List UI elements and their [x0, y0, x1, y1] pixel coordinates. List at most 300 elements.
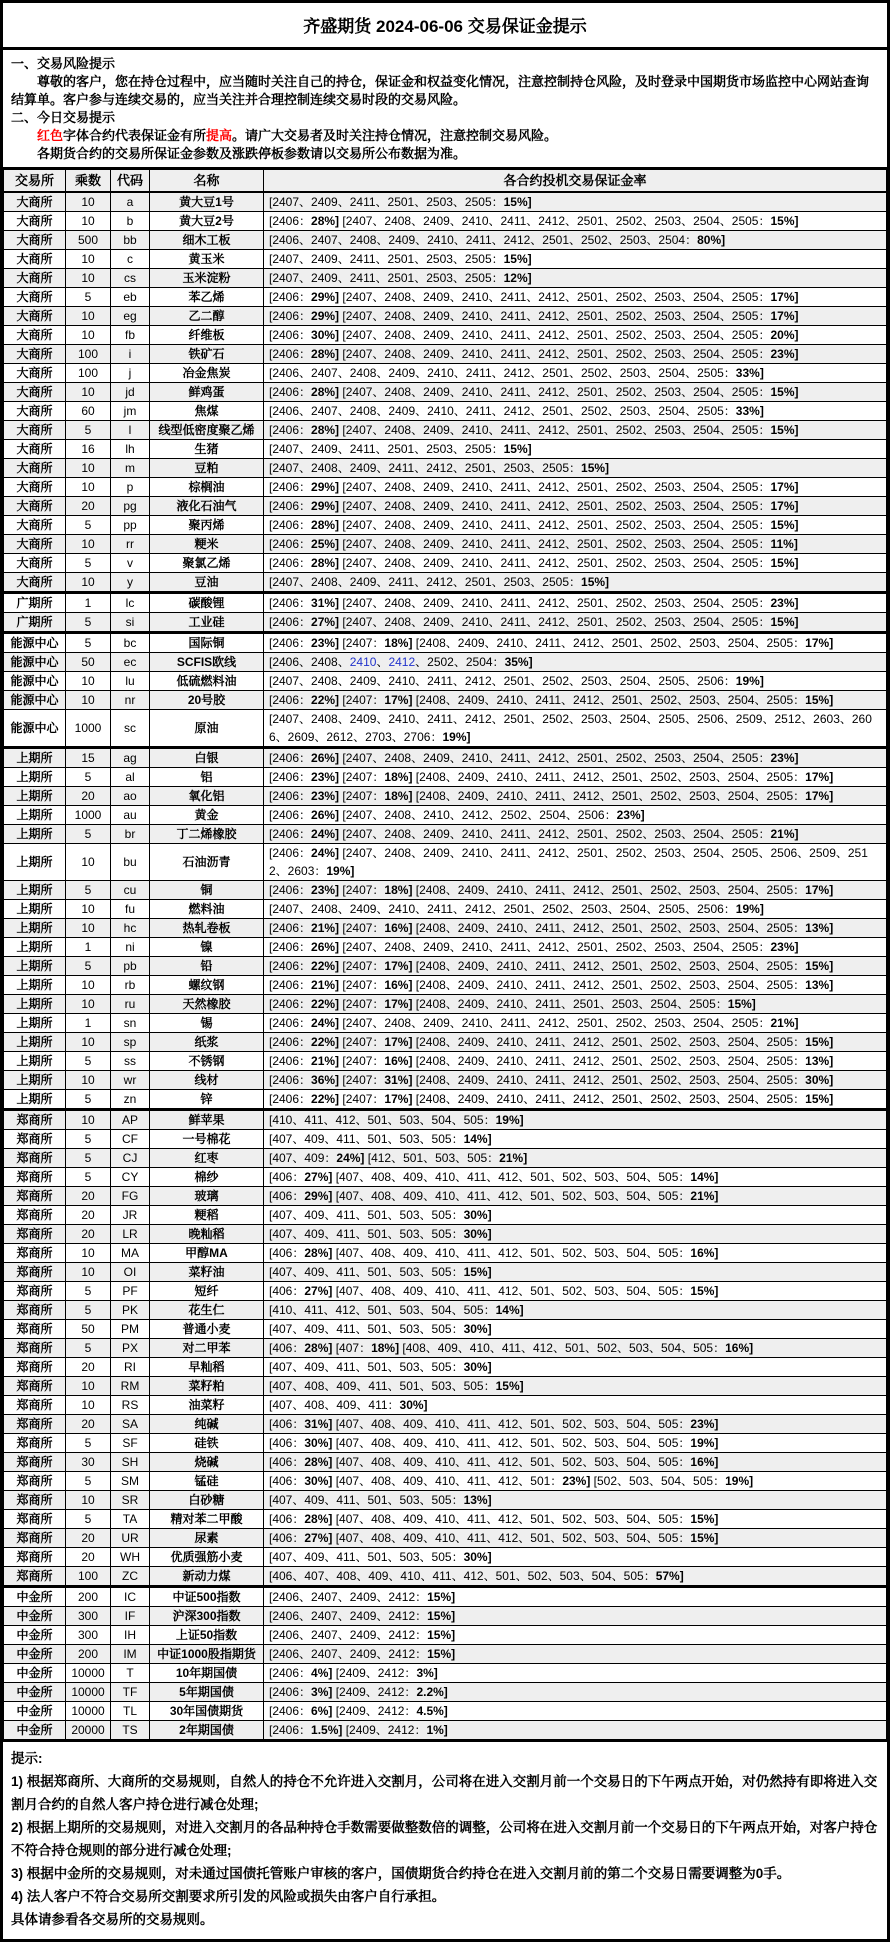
table-row — [4, 1130, 887, 1149]
cell-exchange: 上期所 — [4, 1090, 66, 1110]
table-row — [4, 554, 887, 573]
cell-code: MA — [111, 1244, 150, 1263]
cell-multiplier: 5 — [66, 881, 111, 900]
cell-multiplier: 10 — [66, 383, 111, 402]
cell-code: cu — [111, 881, 150, 900]
cell-name: 线型低密度聚乙烯 — [150, 421, 264, 440]
cell-name: 棕榈油 — [150, 478, 264, 497]
table-row — [4, 1626, 887, 1645]
cell-name: 铅 — [150, 957, 264, 976]
cell-margin-rates: [2406：23%] [2407：18%] [2408、2409、2410、2411、2412、2501、2502、2503、2504、2505：17%] — [264, 881, 887, 900]
cell-name: 纯碱 — [150, 1415, 264, 1434]
cell-exchange: 大商所 — [4, 478, 66, 497]
cell-exchange: 大商所 — [4, 364, 66, 383]
cell-multiplier: 1 — [66, 1014, 111, 1033]
cell-code: bu — [111, 844, 150, 881]
cell-name: 豆油 — [150, 573, 264, 593]
cell-margin-rates: [2407、2409、2411、2501、2503、2505：15%] — [264, 440, 887, 459]
cell-margin-rates: [407、409、411、501、503、505：13%] — [264, 1491, 887, 1510]
table-row — [4, 440, 887, 459]
cell-name: 鲜鸡蛋 — [150, 383, 264, 402]
cell-exchange: 大商所 — [4, 250, 66, 269]
cell-name: 纸浆 — [150, 1033, 264, 1052]
cell-name: 精对苯二甲酸 — [150, 1510, 264, 1529]
cell-name: 铝 — [150, 768, 264, 787]
cell-code: LR — [111, 1225, 150, 1244]
cell-multiplier: 10 — [66, 1377, 111, 1396]
table-row — [4, 192, 887, 212]
cell-exchange: 郑商所 — [4, 1377, 66, 1396]
cell-multiplier: 20 — [66, 1206, 111, 1225]
cell-code: lu — [111, 672, 150, 691]
cell-name: 10年期国债 — [150, 1664, 264, 1683]
cell-name: 锰硅 — [150, 1472, 264, 1491]
cell-exchange: 大商所 — [4, 516, 66, 535]
cell-exchange: 郑商所 — [4, 1130, 66, 1149]
cell-margin-rates: [2406：6%] [2409、2412：4.5%] — [264, 1702, 887, 1721]
cell-name: 黄玉米 — [150, 250, 264, 269]
cell-code: fu — [111, 900, 150, 919]
cell-exchange: 中金所 — [4, 1702, 66, 1721]
table-row — [4, 1033, 887, 1052]
cell-margin-rates: [2406：26%] [2407、2408、2409、2410、2411、2412、2501、2502、2503、2504、2505：23%] — [264, 748, 887, 768]
cell-multiplier: 5 — [66, 1282, 111, 1301]
table-row — [4, 212, 887, 231]
cell-margin-rates: [2406：1.5%] [2409、2412：1%] — [264, 1721, 887, 1741]
cell-code: PX — [111, 1339, 150, 1358]
cell-exchange: 郑商所 — [4, 1529, 66, 1548]
cell-multiplier: 5 — [66, 1130, 111, 1149]
cell-exchange: 郑商所 — [4, 1548, 66, 1567]
cell-name: 苯乙烯 — [150, 288, 264, 307]
cell-name: 黄金 — [150, 806, 264, 825]
header-code: 代码 — [111, 169, 150, 193]
cell-code: CF — [111, 1130, 150, 1149]
cell-name: 镍 — [150, 938, 264, 957]
cell-multiplier: 5 — [66, 1472, 111, 1491]
table-row — [4, 1587, 887, 1607]
table-row — [4, 1529, 887, 1548]
cell-margin-rates: [406：30%] [407、408、409、410、411、412、501、502、503、504、505：19%] — [264, 1434, 887, 1453]
table-row — [4, 995, 887, 1014]
cell-margin-rates: [407、409、411、501、503、505：14%] — [264, 1130, 887, 1149]
cell-code: AP — [111, 1110, 150, 1130]
cell-multiplier: 10 — [66, 1396, 111, 1415]
cell-multiplier: 10 — [66, 535, 111, 554]
cell-name: 早籼稻 — [150, 1358, 264, 1377]
cell-margin-rates: [2406：22%] [2407：17%] [2408、2409、2410、2411、2412、2501、2502、2503、2504、2505：15%] — [264, 1033, 887, 1052]
table-row — [4, 1244, 887, 1263]
cell-code: RI — [111, 1358, 150, 1377]
cell-code: jm — [111, 402, 150, 421]
cell-margin-rates: [2407、2408、2409、2410、2411、2412、2501、2502、2503、2504、2505、2506：19%] — [264, 900, 887, 919]
cell-margin-rates: [407、409、411、501、503、505：30%] — [264, 1548, 887, 1567]
cell-multiplier: 5 — [66, 516, 111, 535]
cell-name: 2年期国债 — [150, 1721, 264, 1741]
cell-margin-rates: [406：30%] [407、408、409、410、411、412、501：23%] [502、503、504、505：19%] — [264, 1472, 887, 1491]
cell-code: cs — [111, 269, 150, 288]
cell-margin-rates: [2406：24%] [2407、2408、2409、2410、2411、2412、2501、2502、2503、2504、2505：21%] — [264, 1014, 887, 1033]
cell-name: 液化石油气 — [150, 497, 264, 516]
cell-name: 鲜苹果 — [150, 1110, 264, 1130]
cell-code: PK — [111, 1301, 150, 1320]
cell-multiplier: 10 — [66, 995, 111, 1014]
cell-margin-rates: [410、411、412、501、503、504、505：14%] — [264, 1301, 887, 1320]
section1-paragraph: 尊敬的客户，您在持仓过程中，应当随时关注自己的持仓，保证金和权益变化情况，注意控制持仓风险，及时登录中国期货市场监控中心网站查询结算单。客户参与连续交易的，应当关注并合理控制连续交易时段的交易风险。 — [11, 74, 870, 107]
cell-margin-rates: [407、408、409、411、501、503、505：15%] — [264, 1377, 887, 1396]
cell-code: CJ — [111, 1149, 150, 1168]
cell-name: 粳稻 — [150, 1206, 264, 1225]
cell-code: si — [111, 613, 150, 633]
cell-code: zn — [111, 1090, 150, 1110]
table-row — [4, 231, 887, 250]
cell-name: 纤维板 — [150, 326, 264, 345]
table-row — [4, 1071, 887, 1090]
cell-name: 热轧卷板 — [150, 919, 264, 938]
cell-name: 碳酸锂 — [150, 593, 264, 613]
cell-code: pg — [111, 497, 150, 516]
cell-exchange: 郑商所 — [4, 1244, 66, 1263]
table-row — [4, 250, 887, 269]
cell-exchange: 郑商所 — [4, 1149, 66, 1168]
cell-multiplier: 10000 — [66, 1683, 111, 1702]
cell-code: bb — [111, 231, 150, 250]
cell-margin-rates: [2407、2408、2409、2411、2412、2501、2503、2505：15%] — [264, 573, 887, 593]
cell-multiplier: 10000 — [66, 1664, 111, 1683]
cell-code: v — [111, 554, 150, 573]
cell-margin-rates: [2406：36%] [2407：31%] [2408、2409、2410、2411、2412、2501、2502、2503、2504、2505：30%] — [264, 1071, 887, 1090]
cell-code: rb — [111, 976, 150, 995]
cell-code: ag — [111, 748, 150, 768]
cell-multiplier: 5 — [66, 768, 111, 787]
cell-margin-rates: [406：28%] [407：18%] [408、409、410、411、412、501、502、503、504、505：16%] — [264, 1339, 887, 1358]
cell-exchange: 大商所 — [4, 402, 66, 421]
cell-name: 原油 — [150, 710, 264, 748]
cell-multiplier: 60 — [66, 402, 111, 421]
cell-name: 粳米 — [150, 535, 264, 554]
cell-name: 国际铜 — [150, 633, 264, 653]
cell-multiplier: 20 — [66, 1415, 111, 1434]
cell-multiplier: 5 — [66, 1510, 111, 1529]
cell-margin-rates: [2406：29%] [2407、2408、2409、2410、2411、2412、2501、2502、2503、2504、2505：17%] — [264, 478, 887, 497]
cell-code: IC — [111, 1587, 150, 1607]
cell-margin-rates: [2407、2408、2409、2410、2411、2412、2501、2502、2503、2504、2505、2506、2509、2512、2603、2606、2609、2612、2703、2706：19%] — [264, 710, 887, 748]
cell-exchange: 郑商所 — [4, 1358, 66, 1377]
cell-exchange: 上期所 — [4, 768, 66, 787]
cell-name: 普通小麦 — [150, 1320, 264, 1339]
cell-exchange: 上期所 — [4, 748, 66, 768]
table-row — [4, 881, 887, 900]
cell-margin-rates: [407、409、411、501、503、505：30%] — [264, 1320, 887, 1339]
cell-name: 中证1000股指期货 — [150, 1645, 264, 1664]
cell-margin-rates: [2406、2407、2408、2409、2410、2411、2412、2501、2502、2503、2504、2505：33%] — [264, 364, 887, 383]
cell-multiplier: 500 — [66, 231, 111, 250]
cell-margin-rates: [2406：24%] [2407、2408、2409、2410、2411、2412、2501、2502、2503、2504、2505：21%] — [264, 825, 887, 844]
cell-code: pp — [111, 516, 150, 535]
table-row — [4, 1415, 887, 1434]
cell-margin-rates: [2406：30%] [2407、2408、2409、2410、2411、2412、2501、2502、2503、2504、2505：20%] — [264, 326, 887, 345]
cell-multiplier: 5 — [66, 1339, 111, 1358]
cell-multiplier: 5 — [66, 554, 111, 573]
cell-code: sn — [111, 1014, 150, 1033]
cell-margin-rates: [2406、2407、2409、2412：15%] — [264, 1626, 887, 1645]
table-row — [4, 1206, 887, 1225]
table-row — [4, 1683, 887, 1702]
cell-multiplier: 10 — [66, 573, 111, 593]
cell-exchange: 郑商所 — [4, 1301, 66, 1320]
cell-margin-rates: [2406、2407、2408、2409、2410、2411、2412、2501、2502、2503、2504、2505：33%] — [264, 402, 887, 421]
cell-exchange: 大商所 — [4, 269, 66, 288]
cell-multiplier: 20000 — [66, 1721, 111, 1741]
cell-multiplier: 5 — [66, 421, 111, 440]
cell-exchange: 中金所 — [4, 1587, 66, 1607]
cell-exchange: 大商所 — [4, 573, 66, 593]
cell-name: 优质强筋小麦 — [150, 1548, 264, 1567]
cell-name: 20号胶 — [150, 691, 264, 710]
table-row — [4, 1320, 887, 1339]
cell-code: m — [111, 459, 150, 478]
cell-margin-rates: [407、409、411、501、503、505：30%] — [264, 1206, 887, 1225]
cell-code: pb — [111, 957, 150, 976]
cell-code: SM — [111, 1472, 150, 1491]
cell-margin-rates: [406：27%] [407、408、409、410、411、412、501、502、503、504、505：15%] — [264, 1282, 887, 1301]
cell-exchange: 上期所 — [4, 1071, 66, 1090]
cell-code: hc — [111, 919, 150, 938]
cell-code: CY — [111, 1168, 150, 1187]
cell-code: y — [111, 573, 150, 593]
cell-exchange: 郑商所 — [4, 1168, 66, 1187]
cell-multiplier: 10 — [66, 1263, 111, 1282]
blue-month: 2410 — [349, 655, 377, 669]
cell-code: IH — [111, 1626, 150, 1645]
cell-name: 氧化铝 — [150, 787, 264, 806]
cell-code: WH — [111, 1548, 150, 1567]
cell-multiplier: 10 — [66, 691, 111, 710]
cell-exchange: 大商所 — [4, 192, 66, 212]
table-row — [4, 1567, 887, 1587]
cell-code: rr — [111, 535, 150, 554]
table-row — [4, 1052, 887, 1071]
section2-tip-line — [11, 127, 879, 145]
cell-code: b — [111, 212, 150, 231]
cell-exchange: 上期所 — [4, 976, 66, 995]
header-name: 名称 — [150, 169, 264, 193]
cell-multiplier: 200 — [66, 1645, 111, 1664]
cell-name: 豆粕 — [150, 459, 264, 478]
cell-multiplier: 10 — [66, 1033, 111, 1052]
cell-code: UR — [111, 1529, 150, 1548]
cell-code: l — [111, 421, 150, 440]
cell-name: 玻璃 — [150, 1187, 264, 1206]
cell-exchange: 能源中心 — [4, 653, 66, 672]
cell-exchange: 郑商所 — [4, 1396, 66, 1415]
cell-name: 丁二烯橡胶 — [150, 825, 264, 844]
cell-code: ru — [111, 995, 150, 1014]
table-header-row — [4, 169, 887, 193]
table-row — [4, 364, 887, 383]
cell-exchange: 郑商所 — [4, 1339, 66, 1358]
cell-margin-rates: [2406：31%] [2407、2408、2409、2410、2411、2412、2501、2502、2503、2504、2505：23%] — [264, 593, 887, 613]
cell-margin-rates: [2406：21%] [2407：16%] [2408、2409、2410、2411、2412、2501、2502、2503、2504、2505：13%] — [264, 976, 887, 995]
cell-name: 烧碱 — [150, 1453, 264, 1472]
cell-margin-rates: [406：31%] [407、408、409、410、411、412、501、502、503、504、505：23%] — [264, 1415, 887, 1434]
cell-multiplier: 10 — [66, 672, 111, 691]
cell-multiplier: 1000 — [66, 806, 111, 825]
table-row — [4, 691, 887, 710]
cell-multiplier: 20 — [66, 1358, 111, 1377]
cell-code: T — [111, 1664, 150, 1683]
cell-code: PM — [111, 1320, 150, 1339]
cell-code: FG — [111, 1187, 150, 1206]
cell-name: 中证500指数 — [150, 1587, 264, 1607]
table-row — [4, 1149, 887, 1168]
section1-heading: 一、交易风险提示 — [11, 56, 116, 71]
cell-multiplier: 10 — [66, 1491, 111, 1510]
cell-exchange: 上期所 — [4, 995, 66, 1014]
table-row — [4, 768, 887, 787]
footnote-3: 3) 根据中金所的交易规则，对未通过国债托管账户审核的客户，国债期货合约持仓在进入交割月前的第二个交易日需要调整为0手。 — [11, 1866, 791, 1881]
table-row — [4, 844, 887, 881]
cell-name: 白银 — [150, 748, 264, 768]
cell-name: 沪深300指数 — [150, 1607, 264, 1626]
cell-multiplier: 300 — [66, 1607, 111, 1626]
cell-exchange: 郑商所 — [4, 1491, 66, 1510]
footnote-2: 2) 根据上期所的交易规则，对进入交割月的各品种持仓手数需要做整数倍的调整，公司将在进入交割月前一个交易日的下午两点开始，对客户持仓不符合持仓规则的部分进行减仓处理; — [11, 1820, 878, 1858]
cell-margin-rates: [2406：24%] [2407、2408、2409、2410、2411、2412、2501、2502、2503、2504、2505、2506、2509、2512、2603：19%] — [264, 844, 887, 881]
cell-name: 焦煤 — [150, 402, 264, 421]
cell-name: 锡 — [150, 1014, 264, 1033]
table-row — [4, 1377, 887, 1396]
cell-code: c — [111, 250, 150, 269]
cell-exchange: 上期所 — [4, 938, 66, 957]
table-row — [4, 957, 887, 976]
cell-name: 5年期国债 — [150, 1683, 264, 1702]
table-row — [4, 787, 887, 806]
cell-code: lc — [111, 593, 150, 613]
cell-margin-rates: [2406：28%] [2407、2408、2409、2410、2411、2412、2501、2502、2503、2504、2505：15%] — [264, 554, 887, 573]
cell-code: TL — [111, 1702, 150, 1721]
cell-name: 菜籽粕 — [150, 1377, 264, 1396]
table-row — [4, 326, 887, 345]
cell-code: au — [111, 806, 150, 825]
section2-paragraph2: 各期货合约的交易所保证金参数及涨跌停板参数请以交易所公布数据为准。 — [37, 146, 467, 161]
table-row — [4, 1358, 887, 1377]
cell-multiplier: 10 — [66, 900, 111, 919]
cell-exchange: 大商所 — [4, 288, 66, 307]
cell-multiplier: 10 — [66, 919, 111, 938]
table-row — [4, 653, 887, 672]
cell-code: RM — [111, 1377, 150, 1396]
table-row — [4, 1645, 887, 1664]
cell-margin-rates: [2406：23%] [2407：18%] [2408、2409、2410、2411、2412、2501、2502、2503、2504、2505：17%] — [264, 633, 887, 653]
table-row — [4, 1110, 887, 1130]
cell-margin-rates: [2406：26%] [2407、2408、2410、2412、2502、2504、2506：23%] — [264, 806, 887, 825]
cell-margin-rates: [406：28%] [407、408、409、410、411、412、501、502、503、504、505：16%] — [264, 1453, 887, 1472]
cell-multiplier: 100 — [66, 345, 111, 364]
cell-name: 天然橡胶 — [150, 995, 264, 1014]
table-row — [4, 345, 887, 364]
cell-exchange: 大商所 — [4, 459, 66, 478]
cell-exchange: 能源中心 — [4, 672, 66, 691]
cell-exchange: 郑商所 — [4, 1187, 66, 1206]
cell-margin-rates: [407、409、411、501、503、505：15%] — [264, 1263, 887, 1282]
table-row — [4, 383, 887, 402]
cell-multiplier: 20 — [66, 1548, 111, 1567]
cell-name: 锌 — [150, 1090, 264, 1110]
cell-exchange: 大商所 — [4, 383, 66, 402]
table-row — [4, 900, 887, 919]
cell-margin-rates: [2406：22%] [2407：17%] [2408、2409、2410、2411、2412、2501、2502、2503、2504、2505：15%] — [264, 691, 887, 710]
cell-exchange: 郑商所 — [4, 1263, 66, 1282]
margin-table-body — [4, 192, 887, 1741]
cell-name: 30年国债期货 — [150, 1702, 264, 1721]
table-row — [4, 535, 887, 554]
cell-code: SH — [111, 1453, 150, 1472]
cell-multiplier: 1 — [66, 938, 111, 957]
cell-code: j — [111, 364, 150, 383]
cell-name: 冶金焦炭 — [150, 364, 264, 383]
cell-exchange: 郑商所 — [4, 1453, 66, 1472]
cell-name: 对二甲苯 — [150, 1339, 264, 1358]
cell-name: 工业硅 — [150, 613, 264, 633]
table-row — [4, 1187, 887, 1206]
cell-margin-rates: [407、409、411、501、503、505：30%] — [264, 1358, 887, 1377]
cell-code: TS — [111, 1721, 150, 1741]
cell-margin-rates: [2406：22%] [2407：17%] [2408、2409、2410、2411、2412、2501、2502、2503、2504、2505：15%] — [264, 957, 887, 976]
cell-code: eb — [111, 288, 150, 307]
cell-multiplier: 10 — [66, 212, 111, 231]
cell-code: ao — [111, 787, 150, 806]
cell-margin-rates: [2406：23%] [2407：18%] [2408、2409、2410、2411、2412、2501、2502、2503、2504、2505：17%] — [264, 768, 887, 787]
cell-multiplier: 1000 — [66, 710, 111, 748]
cell-name: 铜 — [150, 881, 264, 900]
table-row — [4, 1607, 887, 1626]
cell-margin-rates: [410、411、412、501、503、504、505：19%] — [264, 1110, 887, 1130]
cell-multiplier: 5 — [66, 1090, 111, 1110]
cell-margin-rates: [2407、2409、2411、2501、2503、2505：12%] — [264, 269, 887, 288]
cell-name: 花生仁 — [150, 1301, 264, 1320]
cell-name: 螺纹钢 — [150, 976, 264, 995]
cell-name: 不锈钢 — [150, 1052, 264, 1071]
cell-code: br — [111, 825, 150, 844]
cell-code: TF — [111, 1683, 150, 1702]
header-multiplier: 乘数 — [66, 169, 111, 193]
cell-code: TA — [111, 1510, 150, 1529]
page-title: 齐盛期货 2024-06-06 交易保证金提示 — [3, 3, 887, 50]
table-row — [4, 593, 887, 613]
cell-exchange: 郑商所 — [4, 1434, 66, 1453]
cell-multiplier: 100 — [66, 364, 111, 383]
footnote-closing: 具体请参看各交易所的交易规则。 — [11, 1912, 214, 1927]
table-row — [4, 976, 887, 995]
cell-margin-rates: [2406：29%] [2407、2408、2409、2410、2411、2412、2501、2502、2503、2504、2505：17%] — [264, 288, 887, 307]
cell-name: 低硫燃料油 — [150, 672, 264, 691]
table-row — [4, 1263, 887, 1282]
cell-exchange: 上期所 — [4, 1052, 66, 1071]
cell-code: p — [111, 478, 150, 497]
table-row — [4, 1225, 887, 1244]
cell-multiplier: 50 — [66, 653, 111, 672]
cell-name: 聚丙烯 — [150, 516, 264, 535]
table-row — [4, 516, 887, 535]
cell-exchange: 大商所 — [4, 535, 66, 554]
cell-margin-rates: [2406：29%] [2407、2408、2409、2410、2411、2412、2501、2502、2503、2504、2505：17%] — [264, 307, 887, 326]
cell-multiplier: 5 — [66, 633, 111, 653]
cell-exchange: 上期所 — [4, 806, 66, 825]
cell-multiplier: 5 — [66, 957, 111, 976]
table-row — [4, 1453, 887, 1472]
cell-exchange: 郑商所 — [4, 1225, 66, 1244]
